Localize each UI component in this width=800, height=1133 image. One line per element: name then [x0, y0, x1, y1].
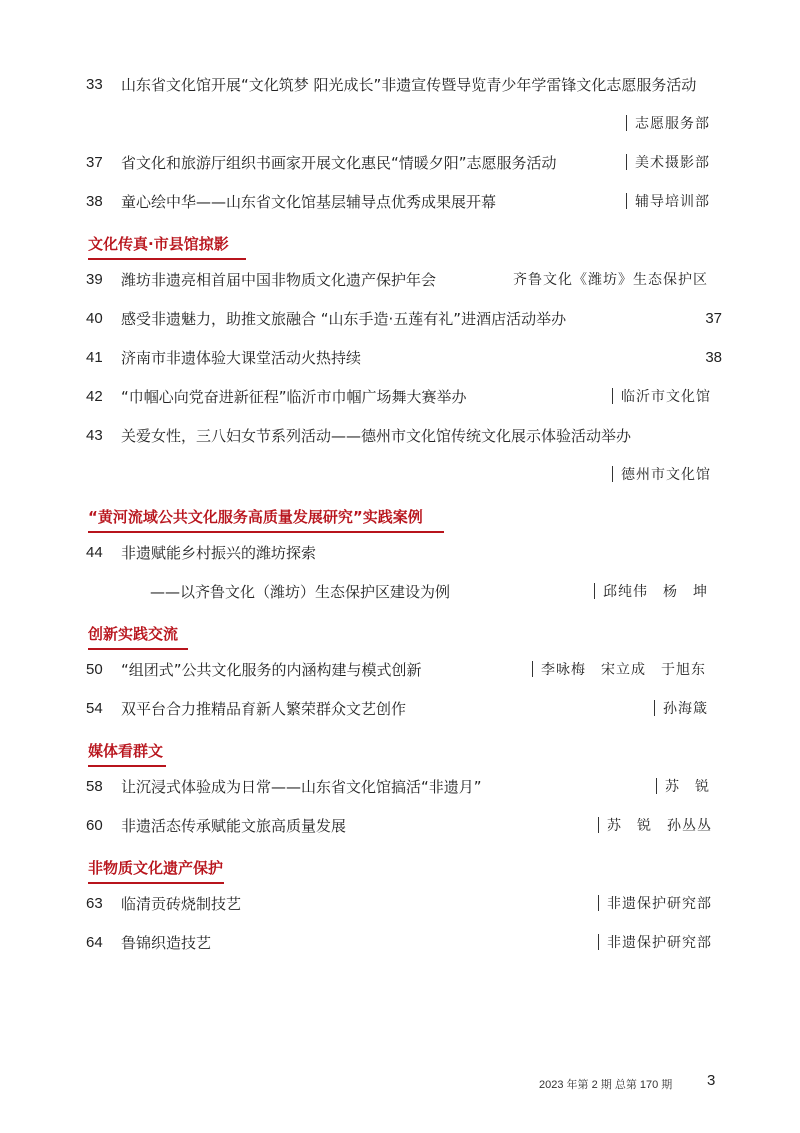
- entry-number: 54: [86, 700, 103, 717]
- section-heading: [88, 504, 423, 536]
- entry-author-line: [0, 109, 800, 139]
- section-rule: [88, 648, 188, 650]
- section-heading: [88, 231, 229, 263]
- entry-title: 济南市非遗体验大课堂活动火热持续: [121, 349, 362, 367]
- entry-author: 美术摄影部: [635, 155, 710, 171]
- entry-number: 58: [86, 778, 103, 795]
- entry-author: 孙海箴: [663, 701, 708, 717]
- entry-title: 临清贡砖烧制技艺: [121, 895, 242, 913]
- toc-entry[interactable]: [0, 538, 800, 568]
- toc-entry[interactable]: [0, 421, 800, 451]
- toc-entry[interactable]: [0, 148, 800, 178]
- entry-subtitle: ——以齐鲁文化（潍坊）生态保护区建设为例: [150, 583, 451, 601]
- entry-number: 43: [86, 427, 103, 444]
- toc-entry[interactable]: [0, 811, 800, 841]
- entry-title: 非遗活态传承赋能文旅高质量发展: [121, 817, 347, 835]
- entry-title: 童心绘中华——山东省文化馆基层辅导点优秀成果展开幕: [121, 193, 497, 211]
- issue-info: 2023 年第 2 期 总第 170 期: [539, 1079, 673, 1091]
- entry-author: 辅导培训部: [635, 194, 710, 210]
- entry-number: 64: [86, 934, 103, 951]
- entry-author: 非遗保护研究部: [607, 935, 712, 951]
- entry-author-line: [0, 460, 800, 490]
- entry-author: 志愿服务部: [635, 116, 710, 132]
- page-number: 3: [707, 1072, 716, 1089]
- entry-number: 41: [86, 349, 103, 366]
- section-rule: [88, 258, 246, 260]
- entry-author: 德州市文化馆: [621, 467, 711, 483]
- entry-number: 33: [86, 76, 103, 93]
- entry-author: 非遗保护研究部: [607, 896, 712, 912]
- section-heading: [88, 738, 163, 770]
- entry-subtitle-line: [0, 577, 800, 607]
- toc-entry[interactable]: [0, 655, 800, 685]
- toc-entry[interactable]: [0, 889, 800, 919]
- entry-title: 省文化和旅游厅组织书画家开展文化惠民“情暖夕阳”志愿服务活动: [121, 154, 557, 172]
- entry-title: 鲁锦织造技艺: [121, 934, 212, 952]
- entry-title: “组团式”公共文化服务的内涵构建与模式创新: [121, 661, 422, 679]
- section-title: 非物质文化遗产保护: [88, 859, 224, 877]
- entry-title: 关爱女性，三八妇女节系列活动——德州市文化馆传统文化展示体验活动举办: [121, 427, 632, 445]
- entry-number: 63: [86, 895, 103, 912]
- entry-author: 邱纯伟 杨 坤: [603, 584, 708, 600]
- entry-title: 非遗赋能乡村振兴的潍坊探索: [121, 544, 317, 562]
- section-rule: [88, 882, 224, 884]
- entry-author: 临沂市文化馆: [621, 389, 711, 405]
- entry-title: 双平台合力推精品育新人繁荣群众文艺创作: [121, 700, 407, 718]
- entry-title: 山东省文化馆开展“文化筑梦 阳光成长”非遗宣传暨导览青少年学雷锋文化志愿服务活动: [121, 76, 697, 94]
- entry-number: 37: [86, 154, 103, 171]
- entry-title: 感受非遗魅力，助推文旅融合 “山东手造·五莲有礼”进酒店活动举办: [121, 310, 567, 328]
- entry-author: 李咏梅 宋立成 于旭东: [541, 662, 706, 678]
- entry-number: 50: [86, 661, 103, 678]
- toc-entry[interactable]: [0, 70, 800, 100]
- section-rule: [88, 531, 444, 533]
- entry-title: 让沉浸式体验成为日常——山东省文化馆搞活“非遗月”: [121, 778, 482, 796]
- entry-author: 苏 锐 孙丛丛: [607, 818, 712, 834]
- entry-number: 39: [86, 271, 103, 288]
- toc-entry[interactable]: [0, 382, 800, 412]
- toc-entry[interactable]: [0, 187, 800, 217]
- entry-page: 38: [705, 349, 722, 366]
- section-title: “黄河流域公共文化服务高质量发展研究”实践案例: [88, 508, 423, 526]
- entry-author: 齐鲁文化《潍坊》生态保护区: [513, 272, 708, 288]
- toc-entry[interactable]: [0, 343, 800, 373]
- section-title: 媒体看群文: [88, 742, 164, 760]
- section-title: 创新实践交流: [88, 625, 179, 643]
- toc-entry[interactable]: [0, 265, 800, 295]
- section-heading: [88, 621, 178, 653]
- toc-entry[interactable]: [0, 304, 800, 334]
- toc-entry[interactable]: [0, 694, 800, 724]
- toc-entry[interactable]: [0, 772, 800, 802]
- entry-number: 42: [86, 388, 103, 405]
- toc-entry[interactable]: [0, 928, 800, 958]
- section-heading: [88, 855, 223, 887]
- entry-number: 44: [86, 544, 103, 561]
- entry-author: 苏 锐: [665, 779, 710, 795]
- entry-title: “巾帼心向党奋进新征程”临沂市巾帼广场舞大赛举办: [121, 388, 467, 406]
- entry-title: 潍坊非遗亮相首届中国非物质文化遗产保护年会: [121, 271, 437, 289]
- section-title: 文化传真·市县馆掠影: [88, 235, 229, 253]
- entry-number: 60: [86, 817, 103, 834]
- entry-number: 38: [86, 193, 103, 210]
- entry-number: 40: [86, 310, 103, 327]
- section-rule: [88, 765, 166, 767]
- entry-page: 37: [705, 310, 722, 327]
